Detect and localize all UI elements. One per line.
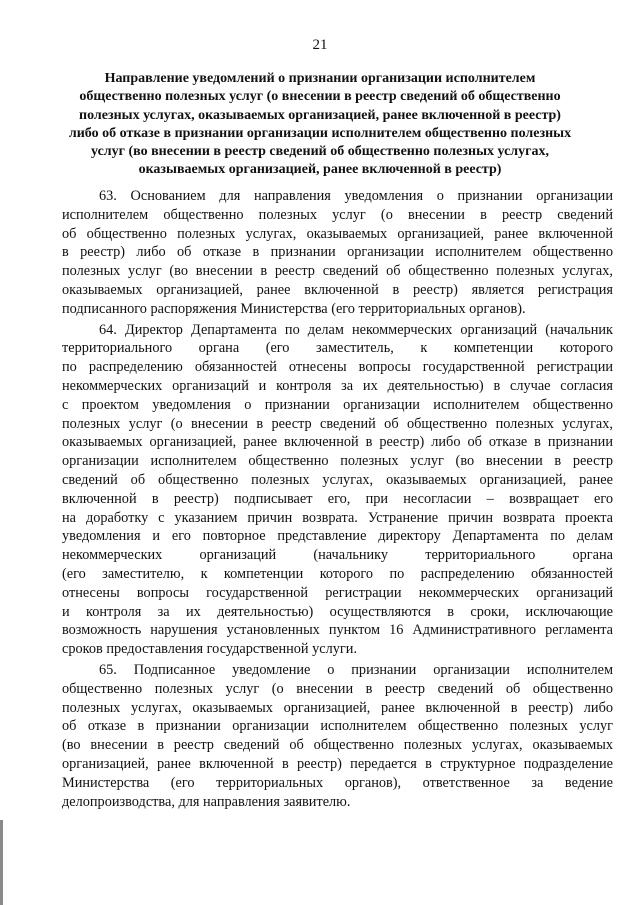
paragraph-line: некоммерческих организаций (начальнику территориального органа	[62, 547, 613, 564]
paragraph-line: возможность нарушения установленных пунктом 16 Административного регламента	[62, 622, 613, 639]
paragraph-line: исполнителем общественно полезных услуг (о внесении в реестр сведений	[62, 206, 613, 223]
paragraph-line: об отказе в признании организации исполнителем общественно полезных услуг	[62, 718, 613, 735]
paragraph-line: подписанного распоряжения Министерства (его территориальных органов).	[62, 300, 526, 317]
paragraph-line: (его заместителю, к компетенции которого по распределению обязанностей	[62, 565, 613, 582]
heading-line: полезных услугах, оказываемых организацией, ранее включенной в реестр)	[79, 107, 561, 123]
paragraph-line: организацией, ранее включенной в реестр) передается в структурное подразделение	[62, 755, 613, 772]
paragraph-line: организации исполнителем общественно полезных услуг (во внесении в реестр	[62, 453, 613, 470]
paragraph-63	[62, 187, 613, 319]
heading-line: общественно полезных услуг (о внесении в реестр сведений об общественно	[79, 89, 561, 105]
paragraph-line: полезных услугах, оказываемых организацией, ранее включенной в реестр) либо	[62, 699, 613, 716]
body-text	[62, 187, 613, 811]
paragraph-line: и контроля за их деятельностью) осуществляются в сроки, исключающие	[62, 603, 613, 620]
paragraph-64	[62, 321, 613, 659]
paragraph-line: с проектом уведомления о признании организации исполнителем общественно	[62, 396, 613, 413]
paragraph-line: полезных услуг (о внесении в реестр сведений об общественно полезных услугах,	[62, 415, 613, 432]
heading-line: Направление уведомлений о признании организации исполнителем	[104, 71, 536, 86]
paragraph-line: об общественно полезных услугах, оказываемых организацией, ранее включенной	[62, 225, 613, 242]
paragraph-line: оказываемых организацией, ранее включенной в реестр) либо об отказе в признании	[62, 434, 613, 451]
page-number: 21	[312, 37, 328, 53]
paragraph-line: делопроизводства, для направления заявителю.	[62, 793, 351, 810]
paragraph-65	[62, 661, 613, 811]
section-heading	[62, 70, 578, 180]
paragraph-line: сведений об общественно полезных услугах, оказываемых организацией, ранее	[62, 471, 613, 488]
paragraph-line: некоммерческих организаций и контроля за их деятельностью) в случае согласия	[62, 377, 613, 394]
paragraph-line: 64. Директор Департамента по делам некоммерческих организаций (начальник	[99, 321, 613, 338]
paragraph-line: по распределению обязанностей отнесены вопросы государственной регистрации	[62, 359, 613, 376]
paragraph-line: оказываемых организацией, ранее включенной в реестр) является регистрация	[62, 281, 613, 298]
heading-line: услуг (во внесении в реестр сведений об общественно полезных услугах,	[91, 144, 549, 160]
paragraph-line: (во внесении в реестр сведений об общественно полезных услугах, оказываемых	[62, 737, 613, 754]
heading-line: оказываемых организацией, ранее включенной в реестр)	[138, 162, 502, 178]
paragraph-line: территориального органа (его заместитель, к компетенции которого	[62, 340, 613, 357]
paragraph-line: включенной в реестр) подписывает его, при несогласии – возвращает его	[62, 490, 613, 507]
paragraph-line: Министерства (его территориальных органов), ответственное за ведение	[62, 774, 613, 791]
paragraph-line: на доработку с указанием причин возврата. Устранение причин возврата проекта	[62, 509, 613, 526]
paragraph-line: уведомления и его повторное представление директору Департамента по делам	[62, 528, 613, 545]
paragraph-line: в реестр) либо об отказе в признании организации исполнителем общественно	[62, 244, 613, 261]
paragraph-line: отнесены вопросы государственной регистрации некоммерческих организаций	[62, 584, 613, 601]
paragraph-line: 65. Подписанное уведомление о признании организации исполнителем	[99, 661, 613, 678]
paragraph-line: сроков предоставления государственной услуги.	[62, 641, 358, 658]
paragraph-line: общественно полезных услуг (о внесении в реестр сведений об общественно	[62, 680, 613, 697]
heading-line: либо об отказе в признании организации исполнителем общественно полезных	[68, 125, 572, 141]
paragraph-line: 63. Основанием для направления уведомления о признании организации	[99, 188, 613, 204]
paragraph-line: полезных услуг (во внесении в реестр сведений об общественно полезных услугах,	[62, 263, 613, 280]
scan-edge	[0, 820, 3, 905]
